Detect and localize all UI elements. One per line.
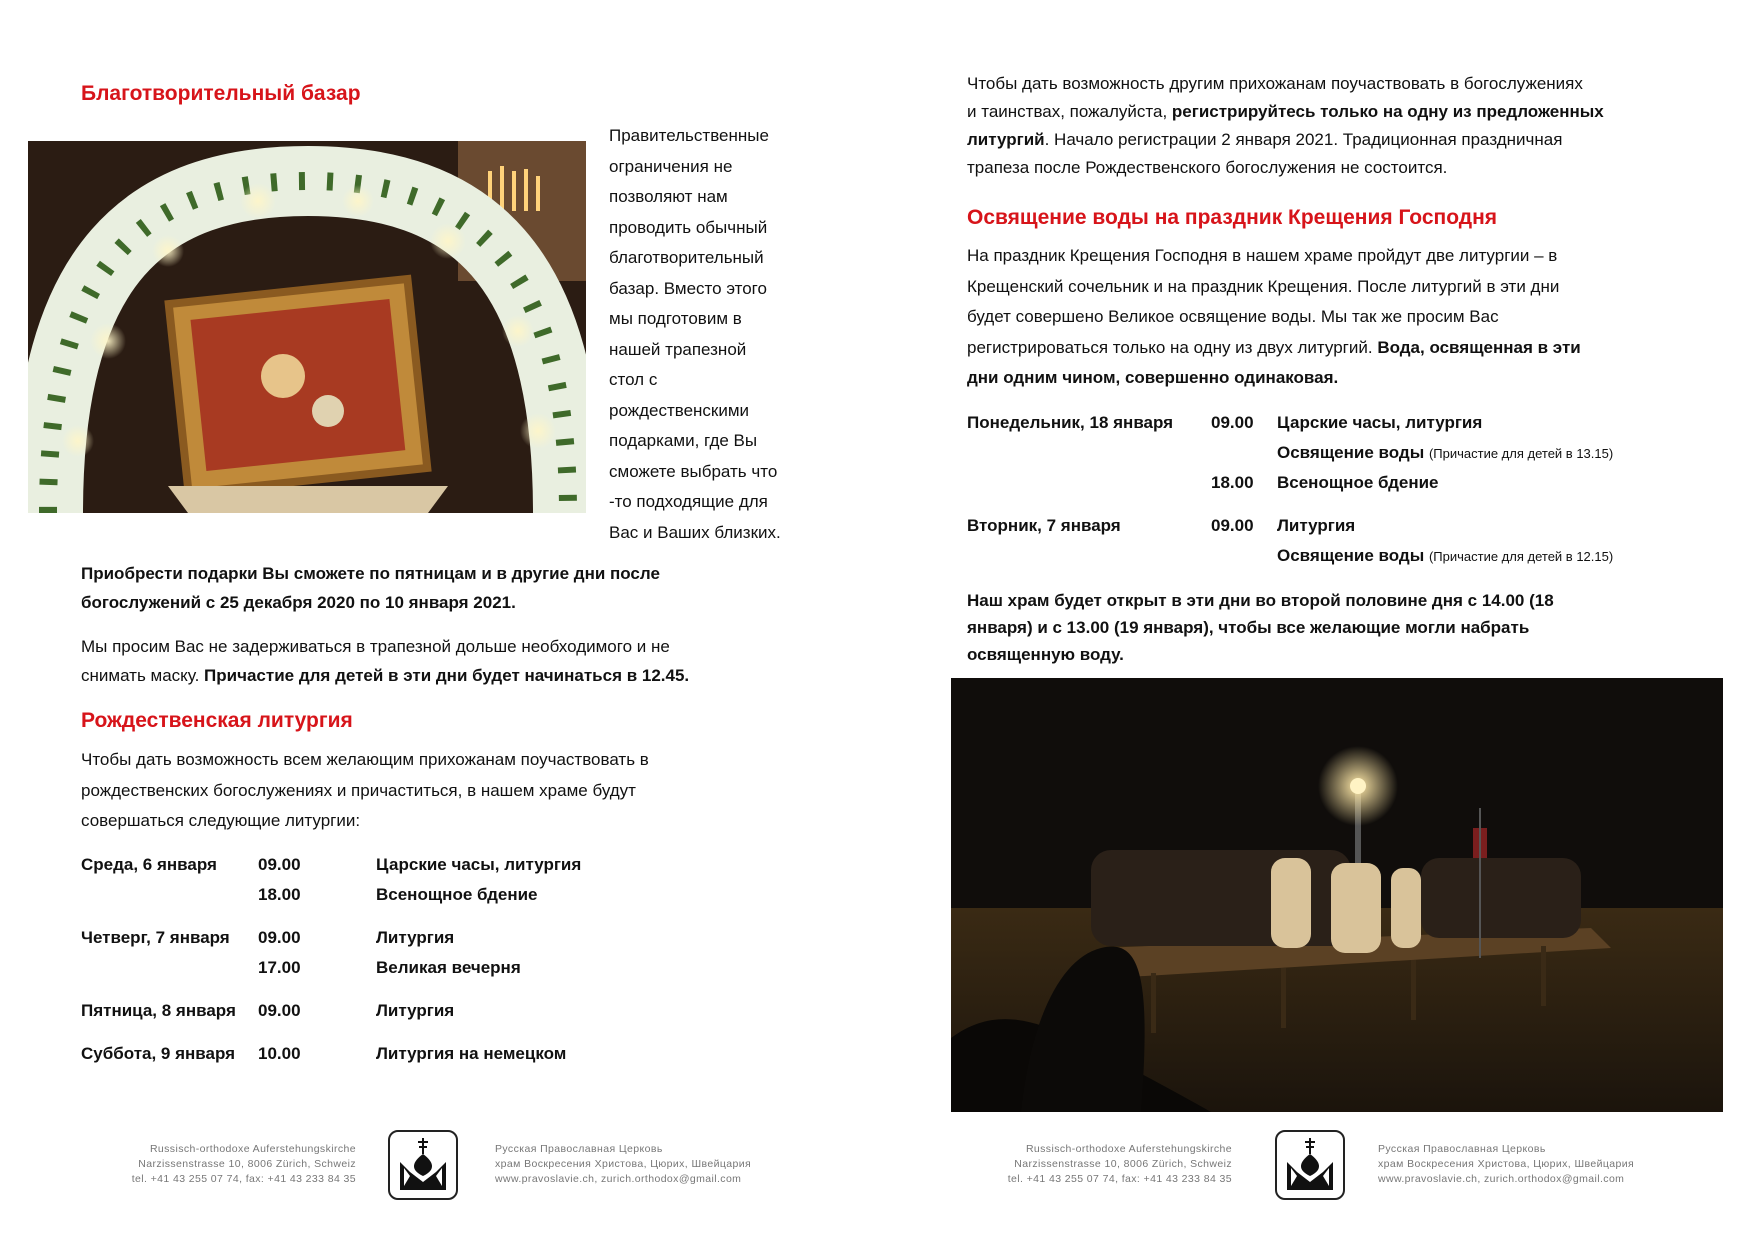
xmas-intro-line: рождественских богослужениях и причаститься, в нашем храме будут	[81, 780, 636, 800]
church-logo-icon	[388, 1130, 458, 1200]
xmas-schedule-time: 09.00	[258, 1001, 301, 1020]
icon-flowers-photo	[28, 141, 586, 513]
bazaar-line: ограничения не	[609, 156, 733, 176]
water-service-text: Освящение воды	[1277, 546, 1425, 565]
water-blessing-illustration	[951, 678, 1723, 1112]
reg-bold-text: регистрируйтесь только на одну из предложенных	[1171, 102, 1604, 121]
water-line: будет совершено Великое освящение воды. Мы так же просим Вас	[967, 307, 1499, 326]
reg-text: и таинствах, пожалуйста,	[967, 102, 1168, 121]
xmas-schedule-service: Литургия	[376, 1001, 455, 1020]
footer-line: tel. +41 43 255 07 74, fax: +41 43 233 84 35	[1007, 1173, 1232, 1185]
open-line: января) и с 13.00 (19 января), чтобы все желающие могли набрать	[967, 618, 1530, 637]
mask-paragraph	[81, 632, 781, 690]
bazaar-heading: Благотворительный базар	[81, 82, 361, 105]
reg-bold-text: литургий	[967, 130, 1045, 149]
gifts-line: Приобрести подарки Вы сможете по пятницам и в другие дни после	[81, 564, 660, 583]
footer-line: www.pravoslavie.ch, zurich.orthodox@gmail.com	[1378, 1173, 1625, 1185]
reg-text: . Начало регистрации 2 января 2021. Традиционная праздничная	[1044, 130, 1563, 149]
water-line: На праздник Крещения Господня в нашем храме пройдут две литургии – в	[967, 246, 1558, 265]
xmas-schedule-time: 10.00	[258, 1044, 301, 1063]
footer-line: Russisch-orthodoxe Auferstehungskirche	[149, 1143, 356, 1155]
footer-line: Narzissenstrasse 10, 8006 Zürich, Schweiz	[1014, 1158, 1232, 1170]
water-line	[967, 333, 1677, 364]
reg-line: Чтобы дать возможность другим прихожанам поучаствовать в богослужениях	[967, 74, 1583, 93]
water-blessing-photo	[951, 678, 1723, 1112]
xmas-schedule-time: 17.00	[258, 958, 301, 977]
bazaar-line: рождественскими	[609, 400, 750, 420]
xmas-intro-line: совершаться следующие литургии:	[81, 811, 361, 830]
bazaar-line: нашей трапезной	[609, 339, 747, 359]
xmas-intro-line: Чтобы дать возможность всем желающим прихожанам поучаствовать в	[81, 750, 649, 769]
footer-line: Русская Православная Церковь	[495, 1143, 663, 1155]
water-schedule-service: Литургия	[1277, 516, 1356, 535]
bazaar-line: стол с	[609, 370, 658, 389]
xmas-schedule-day: Суббота, 9 января	[81, 1044, 236, 1063]
xmas-schedule-service: Царские часы, литургия	[376, 855, 582, 874]
footer-line: храм Воскресения Христова, Цюрих, Швейцария	[1378, 1158, 1635, 1170]
icon-flowers-illustration	[28, 141, 586, 513]
registration-paragraph	[967, 70, 1687, 182]
footer-line: храм Воскресения Христова, Цюрих, Швейцария	[495, 1158, 752, 1170]
footer-german-address	[132, 1142, 356, 1187]
xmas-intro	[81, 745, 761, 837]
bazaar-line: мы подготовим в	[609, 309, 742, 328]
gifts-paragraph	[81, 559, 761, 617]
footer-russian-address	[495, 1142, 751, 1187]
xmas-schedule-service: Литургия на немецком	[376, 1044, 567, 1063]
water-intro	[967, 241, 1677, 394]
mask-bold-text: Причастие для детей в эти дни будет начинаться в 12.45.	[204, 666, 690, 685]
footer-line: www.pravoslavie.ch, zurich.orthodox@gmail.com	[495, 1173, 742, 1185]
bazaar-line: Вас и Ваших близких.	[609, 522, 781, 542]
open-line: Наш храм будет открыт в эти дни во второй половине дня с 14.00 (18	[967, 591, 1554, 610]
water-schedule-service	[1277, 541, 1613, 572]
xmas-schedule-service: Всенощное бдение	[376, 885, 538, 904]
xmas-heading: Рождественская литургия	[81, 709, 353, 732]
xmas-schedule-time: 09.00	[258, 928, 301, 947]
footer-right	[876, 1130, 1752, 1210]
water-schedule-time: 09.00	[1211, 413, 1254, 432]
bazaar-line: проводить обычный	[609, 217, 768, 237]
water-schedule-time: 09.00	[1211, 516, 1254, 535]
footer-line: Narzissenstrasse 10, 8006 Zürich, Schweiz	[138, 1158, 356, 1170]
water-schedule-service	[1277, 438, 1613, 469]
bazaar-line: Правительственные	[609, 126, 769, 145]
bazaar-line: подарками, где Вы	[609, 431, 758, 450]
bazaar-side-text	[609, 121, 809, 548]
bazaar-line: -то подходящие для	[609, 492, 768, 511]
church-open-paragraph	[967, 587, 1607, 668]
bazaar-line: базар. Вместо этого	[609, 278, 767, 298]
water-service-note: (Причастие для детей в 13.15)	[1428, 446, 1614, 461]
open-line: освященную воду.	[967, 645, 1124, 664]
xmas-schedule-time: 18.00	[258, 885, 301, 904]
water-heading: Освящение воды на праздник Крещения Господня	[967, 206, 1498, 229]
xmas-schedule-time: 09.00	[258, 855, 301, 874]
footer-german-address	[1008, 1142, 1232, 1187]
church-logo-icon	[1275, 1130, 1345, 1200]
footer-russian-address	[1378, 1142, 1634, 1187]
footer-left	[0, 1130, 876, 1210]
bazaar-line: позволяют нам	[609, 187, 728, 206]
water-text: регистрироваться только на одну из двух литургий.	[967, 337, 1373, 357]
water-schedule-service: Царские часы, литургия	[1277, 413, 1483, 432]
mask-line-text: снимать маску.	[81, 666, 200, 685]
water-schedule-day: Понедельник, 18 января	[967, 413, 1174, 432]
right-page	[876, 0, 1753, 1240]
mask-line	[81, 661, 781, 690]
water-schedule-service: Всенощное бдение	[1277, 473, 1439, 492]
xmas-schedule-day: Четверг, 7 января	[81, 928, 230, 947]
water-service-text: Освящение воды	[1277, 443, 1425, 462]
footer-line: Russisch-orthodoxe Auferstehungskirche	[1025, 1143, 1232, 1155]
water-line: Крещенский сочельник и на праздник Крещения. После литургий в эти дни	[967, 276, 1560, 296]
water-service-note: (Причастие для детей в 12.15)	[1428, 549, 1614, 564]
xmas-schedule-day: Пятница, 8 января	[81, 1001, 236, 1020]
bazaar-line: сможете выбрать что	[609, 461, 778, 481]
water-schedule-day: Вторник, 7 января	[967, 516, 1121, 535]
xmas-schedule-service: Литургия	[376, 928, 455, 947]
reg-line	[967, 126, 1687, 154]
water-line: дни одним чином, совершенно одинаковая.	[967, 368, 1339, 387]
footer-line: Русская Православная Церковь	[1378, 1143, 1546, 1155]
bazaar-line: благотворительный	[609, 248, 764, 267]
xmas-schedule-service: Великая вечерня	[376, 958, 521, 977]
footer-line: tel. +41 43 255 07 74, fax: +41 43 233 84 35	[131, 1173, 356, 1185]
water-bold-text: Вода, освященная в эти	[1377, 337, 1581, 357]
gifts-line: богослужений с 25 декабря 2020 по 10 января 2021.	[81, 593, 516, 612]
reg-line: трапеза после Рождественского богослужения не состоится.	[967, 158, 1448, 177]
water-schedule-time: 18.00	[1211, 473, 1254, 492]
reg-line	[967, 98, 1687, 126]
left-page	[0, 0, 876, 1240]
mask-line: Мы просим Вас не задерживаться в трапезной дольше необходимого и не	[81, 637, 670, 656]
xmas-schedule-day: Среда, 6 января	[81, 855, 217, 874]
